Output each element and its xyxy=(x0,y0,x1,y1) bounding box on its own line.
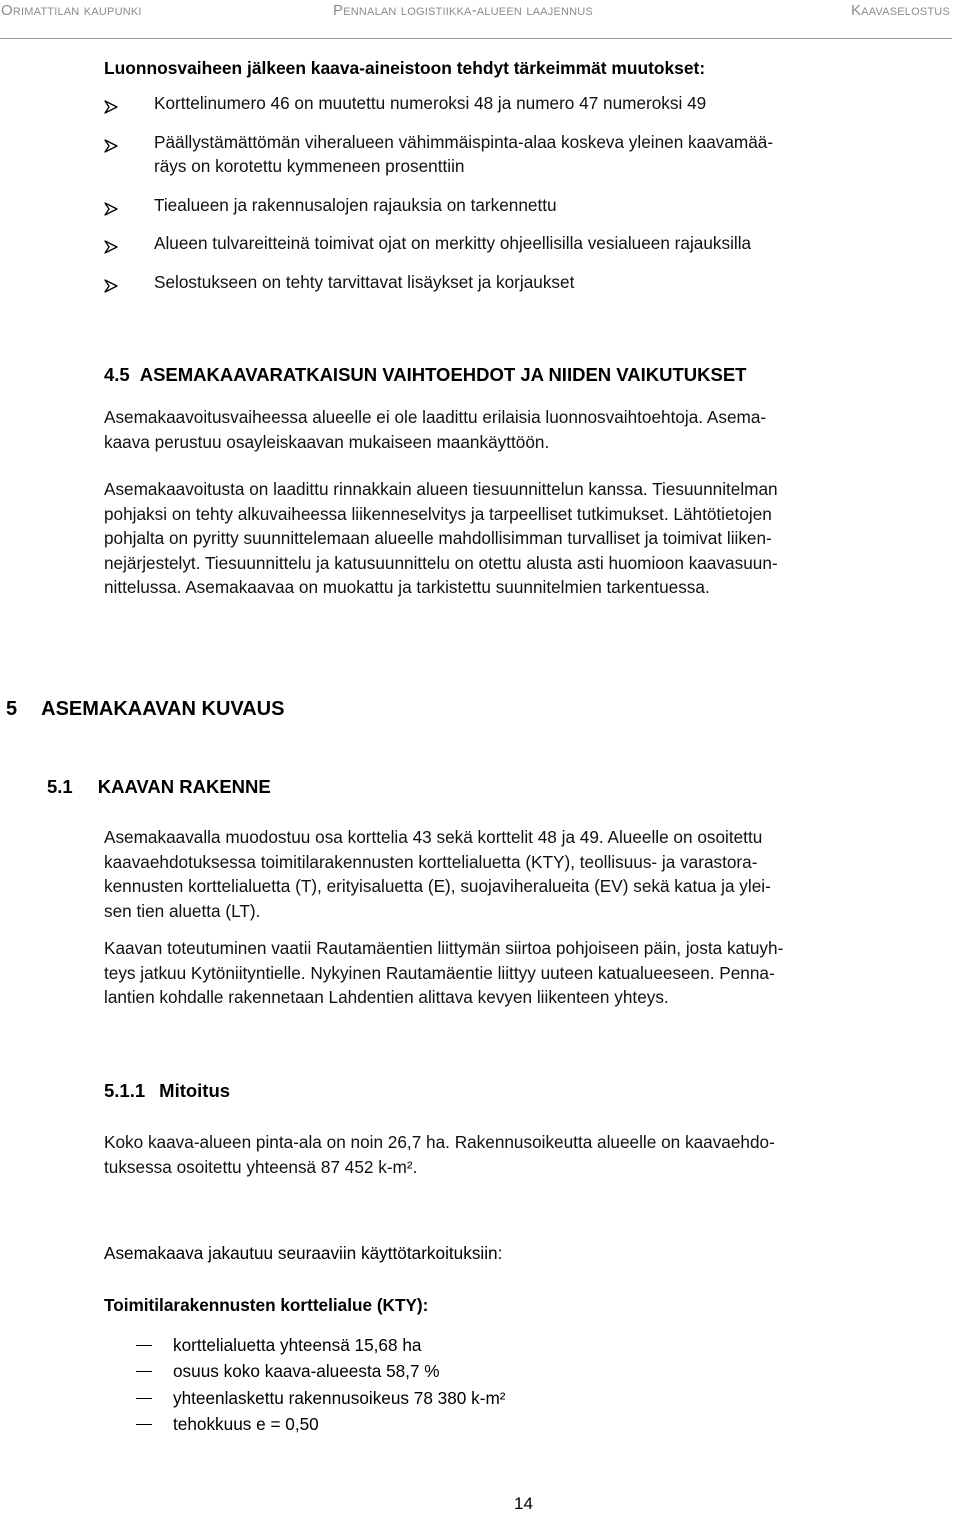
section-5-1-1-paragraph-2: Asemakaava jakautuu seuraaviin käyttötarkoituksiin: xyxy=(104,1243,503,1263)
paragraph-line: Asemakaavalla muodostuu osa korttelia 43 sekä korttelit 48 ja 49. Alueelle on osoitettu xyxy=(104,827,763,847)
paragraph-line: tuksessa osoitettu yhteensä 87 452 k-m². xyxy=(104,1156,418,1177)
section-4-5-paragraph-2 xyxy=(104,477,778,600)
arrow-bullet-icon xyxy=(104,96,118,110)
paragraph-line: pohjaksi on tehty alkuvaiheessa liikenneselvitys ja tarpeelliset tutkimukset. Lähtötietojen xyxy=(104,503,772,524)
dash-bullet-icon xyxy=(136,1345,152,1346)
paragraph-line: Kaavan toteutuminen vaatii Rautamäentien liittymän siirtoa pohjoiseen päin, josta katuyh- xyxy=(104,938,784,958)
paragraph-line: nittelussa. Asemakaavaa on muokattu ja tarkistettu suunnitelmien tarkentuessa. xyxy=(104,577,710,597)
kty-subheading: Toimitilarakennusten korttelialue (KTY): xyxy=(104,1295,429,1315)
page-header xyxy=(0,0,960,40)
paragraph-line: Koko kaava-alueen pinta-ala on noin 26,7 ha. Rakennusoikeutta alueelle on kaavaehdo- xyxy=(104,1132,775,1152)
change-item xyxy=(104,91,960,116)
change-item-line: Päällystämättömän viheralueen vähimmäispinta-alaa koskeva yleinen kaavamää- xyxy=(154,131,774,152)
header-rule xyxy=(0,38,952,39)
section-5-1-1-number: 5.1.1 xyxy=(104,1080,146,1101)
paragraph-line: nejärjestelyt. Tiesuunnittelu ja katusuunnittelu on otettu alusta asti huomioon kaavasuun- xyxy=(104,552,778,573)
arrow-bullet-icon xyxy=(104,236,118,250)
section-5-1-paragraph-1 xyxy=(104,825,771,923)
changes-list xyxy=(104,91,960,308)
paragraph-line: lantien kohdalle rakennetaan Lahdentien alittava kevyen liikenteen yhteys. xyxy=(104,987,669,1007)
section-5-1-1-title: Mitoitus xyxy=(159,1080,231,1101)
dash-bullet-icon xyxy=(136,1424,152,1425)
section-4-5-title: ASEMAKAAVARATKAISUN VAIHTOEHDOT JA NIIDEN VAIKUTUKSET xyxy=(139,364,747,385)
page-number: 14 xyxy=(514,1494,533,1513)
changes-heading: Luonnosvaiheen jälkeen kaava-aineistoon tehdyt tärkeimmät muutokset: xyxy=(104,58,706,78)
paragraph-line: Asemakaavoitusta on laadittu rinnakkain alueen tiesuunnittelun kanssa. Tiesuunnitelman xyxy=(104,479,778,499)
paragraph-line: sen tien aluetta (LT). xyxy=(104,900,261,921)
change-item xyxy=(104,270,960,295)
section-5-1-1-heading xyxy=(104,1080,230,1102)
kty-list-item-text: tehokkuus e = 0,50 xyxy=(173,1413,319,1434)
paragraph-line: Asemakaavoitusvaiheessa alueelle ei ole laadittu erilaisia luonnosvaihtoehtoja. Asema- xyxy=(104,407,767,427)
section-5-1-1-paragraph-1 xyxy=(104,1130,775,1179)
header-project: Pennalan logistiikka-alueen laajennus xyxy=(333,2,593,19)
section-4-5-paragraph-1 xyxy=(104,405,766,454)
arrow-bullet-icon xyxy=(104,198,118,212)
kty-list-item xyxy=(104,1385,505,1411)
paragraph-line: kennusten korttelialuetta (T), erityisaluetta (E), suojaviheralueita (EV) sekä katua ja ylei- xyxy=(104,876,771,896)
paragraph-line: kaavaehdotuksessa toimitilarakennusten korttelialuetta (KTY), teollisuus- ja varastora- xyxy=(104,851,758,872)
header-municipality: Orimattilan kaupunki xyxy=(1,2,142,19)
paragraph-line: teys jatkuu Kytöniityntielle. Nykyinen Rautamäentie liittyy uuteen katualueeseen. Penna- xyxy=(104,962,775,983)
section-5-1-heading xyxy=(47,776,271,798)
dash-bullet-icon xyxy=(136,1371,152,1372)
section-5-1-number: 5.1 xyxy=(47,776,73,797)
change-item-line: räys on korotettu kymmeneen prosenttiin xyxy=(154,156,465,176)
change-item-line: Selostukseen on tehty tarvittavat lisäykset ja korjaukset xyxy=(154,271,575,292)
section-5-1-paragraph-2 xyxy=(104,936,783,1010)
kty-list-item-text: osuus koko kaava-alueesta 58,7 % xyxy=(173,1361,440,1382)
section-5-1-title: KAAVAN RAKENNE xyxy=(97,776,271,797)
section-5-title: ASEMAKAAVAN KUVAUS xyxy=(41,698,285,720)
kty-list-item xyxy=(104,1358,505,1384)
section-4-5-heading xyxy=(104,364,746,386)
kty-list-item xyxy=(104,1332,505,1358)
change-item-line: Alueen tulvareitteinä toimivat ojat on merkitty ohjeellisilla vesialueen rajauksilla xyxy=(154,233,752,253)
paragraph-line: pohjalta on pyritty suunnittelemaan alueelle mahdollisimman turvalliset ja toimivat liiken- xyxy=(104,528,772,548)
section-5-number: 5 xyxy=(6,698,18,720)
kty-list-item-text: korttelialuetta yhteensä 15,68 ha xyxy=(173,1335,422,1355)
change-item xyxy=(104,130,960,179)
change-item-line: Tiealueen ja rakennusalojen rajauksia on tarkennettu xyxy=(154,194,557,215)
dash-bullet-icon xyxy=(136,1398,152,1399)
change-item xyxy=(104,193,960,218)
paragraph-line: kaava perustuu osayleiskaavan mukaiseen maankäyttöön. xyxy=(104,431,550,452)
kty-list xyxy=(104,1332,505,1437)
change-item-line: Korttelinumero 46 on muutettu numeroksi 48 ja numero 47 numeroksi 49 xyxy=(154,93,707,113)
section-5-heading xyxy=(6,698,284,721)
change-item xyxy=(104,231,960,256)
kty-list-item-text: yhteenlaskettu rakennusoikeus 78 380 k-m² xyxy=(173,1387,506,1408)
section-4-5-number: 4.5 xyxy=(104,364,130,385)
header-document-type: Kaavaselostus xyxy=(850,2,950,19)
kty-list-item xyxy=(104,1411,505,1437)
arrow-bullet-icon xyxy=(104,135,118,149)
arrow-bullet-icon xyxy=(104,275,118,289)
